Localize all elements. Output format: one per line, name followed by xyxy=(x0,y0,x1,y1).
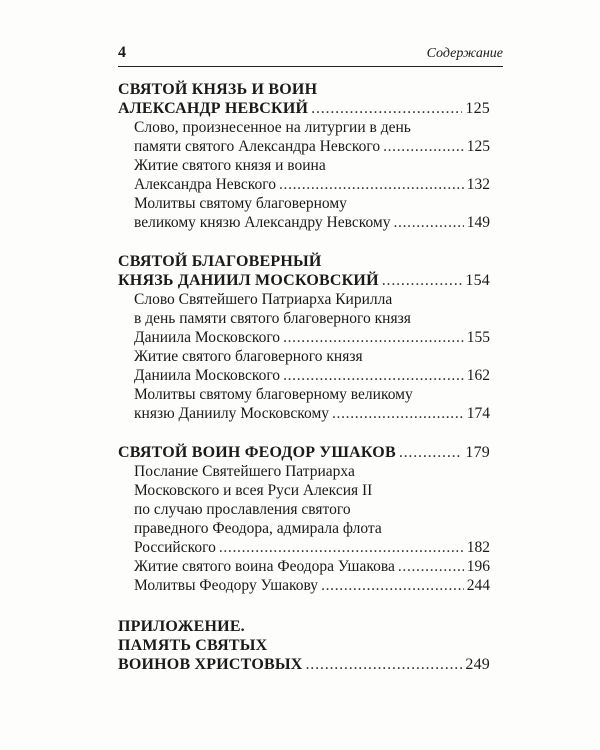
running-head: Содержание xyxy=(426,46,503,61)
dot-leader xyxy=(398,557,464,576)
toc-entry-page: 174 xyxy=(466,405,490,422)
toc-entry xyxy=(118,347,490,366)
section-title-text: КНЯЗЬ ДАНИИЛ МОСКОВСКИЙ xyxy=(118,272,379,289)
toc-entry-page: 125 xyxy=(466,138,490,155)
toc-entry xyxy=(118,328,490,347)
toc-entry-page: 132 xyxy=(466,176,490,193)
toc-entry-text: Послание Святейшего Патриарха xyxy=(134,463,355,480)
section-title xyxy=(118,271,490,290)
section-title xyxy=(118,99,490,118)
toc-entry xyxy=(118,500,490,519)
toc-entry-text: памяти святого Александра Невского xyxy=(134,138,381,155)
section-title xyxy=(118,636,490,655)
section-gap xyxy=(118,423,490,443)
toc-entry xyxy=(118,156,490,175)
dot-leader xyxy=(383,137,464,156)
toc-entry xyxy=(118,557,490,576)
section-title xyxy=(118,655,490,674)
toc-entry-page: 149 xyxy=(466,214,490,231)
section-title-text: ПАМЯТЬ СВЯТЫХ xyxy=(118,637,268,654)
toc-entry-text: князю Даниилу Московскому xyxy=(134,405,329,422)
section-title-text: СВЯТОЙ КНЯЗЬ И ВОИН xyxy=(118,81,318,98)
toc-entry xyxy=(118,118,490,137)
section-title xyxy=(118,252,490,271)
toc-entry-text: Даниила Московского xyxy=(134,329,281,346)
toc-entry-text: в день памяти святого благоверного князя xyxy=(134,310,411,327)
toc-entry-text: Александра Невского xyxy=(134,176,276,193)
dot-leader xyxy=(382,271,463,290)
section-title-page: 249 xyxy=(465,656,490,673)
toc-entry-text: Житие святого благоверного князя xyxy=(134,348,363,365)
section-title-text: СВЯТОЙ ВОИН ФЕОДОР УШАКОВ xyxy=(118,444,396,461)
toc-entry xyxy=(118,481,490,500)
section-gap xyxy=(118,595,490,617)
toc-entry xyxy=(118,366,490,385)
toc-entry-page: 162 xyxy=(466,367,490,384)
toc-entry-text: великому князю Александру Невскому xyxy=(134,214,391,231)
dot-leader xyxy=(332,404,464,423)
header-rule xyxy=(118,66,503,67)
toc-entry-page: 196 xyxy=(466,558,490,575)
toc-entry-text: Молитвы Феодору Ушакову xyxy=(134,577,319,594)
dot-leader xyxy=(311,99,462,118)
toc-entry xyxy=(118,137,490,156)
dot-leader xyxy=(283,366,464,385)
section-title-page: 154 xyxy=(465,272,490,289)
section-title-text: ВОИНОВ ХРИСТОВЫХ xyxy=(118,656,303,673)
toc-entry-text: Российского xyxy=(134,539,216,556)
toc-entry-page: 155 xyxy=(466,329,490,346)
toc-entry-text: Даниила Московского xyxy=(134,367,281,384)
dot-leader xyxy=(283,328,464,347)
page-header xyxy=(118,44,503,68)
page-number: 4 xyxy=(118,44,126,61)
dot-leader xyxy=(306,655,463,674)
section-title xyxy=(118,443,490,462)
toc-entry xyxy=(118,194,490,213)
toc-entry-text: Житие святого князя и воина xyxy=(134,157,326,174)
toc-entry xyxy=(118,404,490,423)
section-title-text: ПРИЛОЖЕНИЕ. xyxy=(118,618,245,635)
section-title-text: АЛЕКСАНДР НЕВСКИЙ xyxy=(118,100,309,117)
toc-entry xyxy=(118,290,490,309)
section-title-page: 179 xyxy=(465,444,490,461)
toc-entry xyxy=(118,213,490,232)
toc-entry-text: Молитвы святому благоверному великому xyxy=(134,386,413,403)
toc-entry xyxy=(118,462,490,481)
section-title xyxy=(118,80,490,99)
toc-entry xyxy=(118,576,490,595)
toc-entry-text: Слово, произнесенное на литургии в день xyxy=(134,119,411,136)
table-of-contents xyxy=(118,80,490,674)
toc-entry-text: Житие святого воина Феодора Ушакова xyxy=(134,558,395,575)
section-title xyxy=(118,617,490,636)
dot-leader xyxy=(321,576,464,595)
toc-entry xyxy=(118,175,490,194)
toc-entry xyxy=(118,385,490,404)
toc-entry-text: Слово Святейшего Патриарха Кирилла xyxy=(134,291,393,308)
toc-entry-text: Московского и всея Руси Алексия II xyxy=(134,482,373,499)
toc-entry xyxy=(118,538,490,557)
toc-entry-text: по случаю прославления святого xyxy=(134,501,351,518)
toc-entry-text: праведного Феодора, адмирала флота xyxy=(134,520,382,537)
section-gap xyxy=(118,232,490,252)
dot-leader xyxy=(399,443,463,462)
dot-leader xyxy=(219,538,464,557)
toc-entry-page: 182 xyxy=(466,539,490,556)
dot-leader xyxy=(279,175,464,194)
toc-entry-text: Молитвы святому благоверному xyxy=(134,195,347,212)
dot-leader xyxy=(394,213,464,232)
section-title-page: 125 xyxy=(465,100,490,117)
section-title-text: СВЯТОЙ БЛАГОВЕРНЫЙ xyxy=(118,253,322,270)
toc-entry xyxy=(118,519,490,538)
toc-entry-page: 244 xyxy=(466,577,490,594)
toc-entry xyxy=(118,309,490,328)
